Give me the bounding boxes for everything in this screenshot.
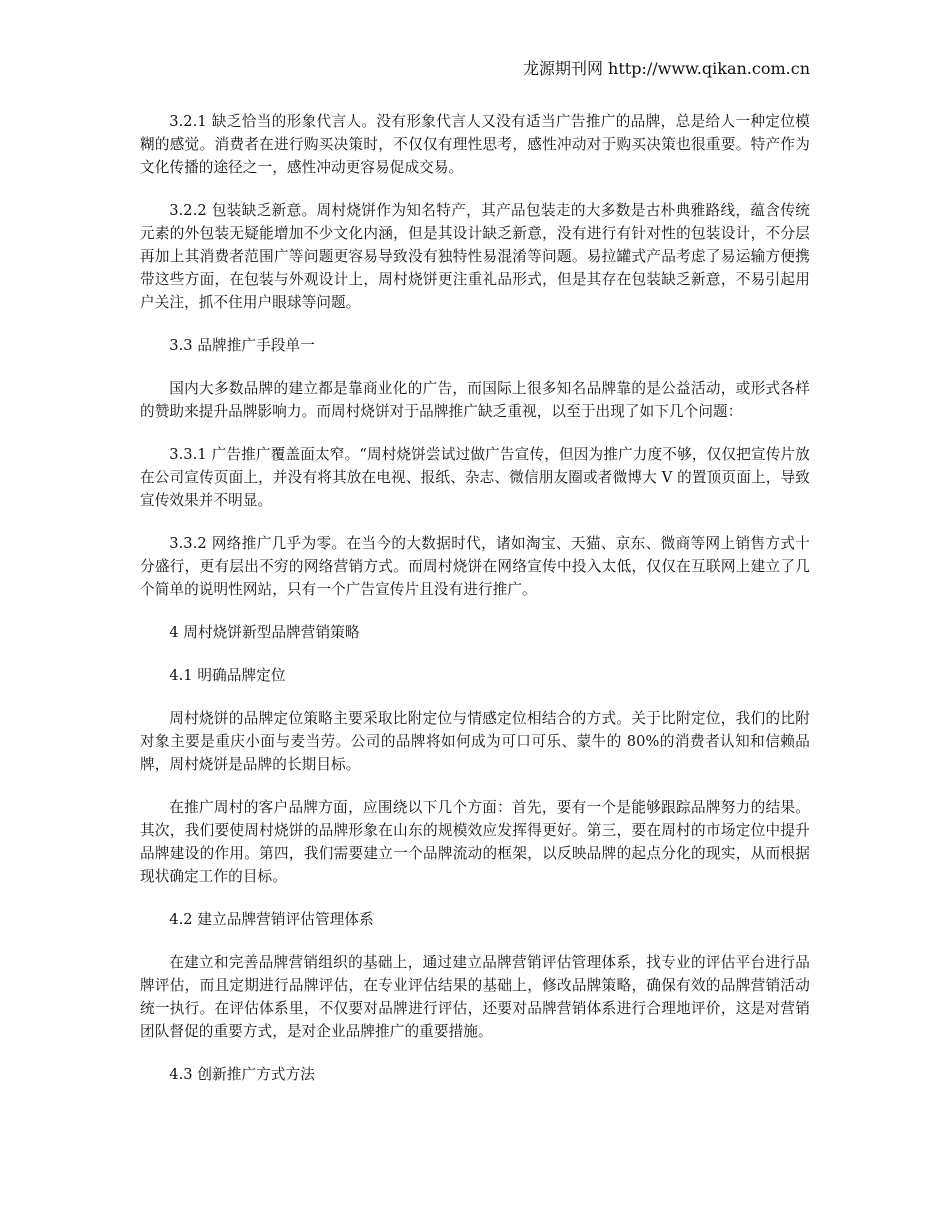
section-heading-4-1: 4.1 明确品牌定位 — [169, 667, 286, 684]
paragraph-3-2-2: 3.2.2 包装缺乏新意。周村烧饼作为知名特产，其产品包装走的大多数是古朴典雅路线，蕴含传统元素的外包装无疑能增加不少文化内涵，但是其设计缺乏新意，没有进行有针对性的包装设计，不分层再加上其消费者范围广等问题更容易导致没有独特性易混淆等问题。易拉罐式产品考虑了易运输方便携带这些方面，在包装与外观设计上，周村烧饼更注重礼品形式，但是其存在包装缺乏新意，不易引起用户关注，抓不住用户眼球等问题。 — [140, 202, 810, 311]
paragraph-4-1-a: 周村烧饼的品牌定位策略主要采取比附定位与情感定位相结合的方式。关于比附定位，我们的比附对象主要是重庆小面与麦当劳。公司的品牌将如何成为可口可乐、蒙牛的 80%的消费者认知和信赖品牌，周村烧饼是品牌的长期目标。 — [140, 710, 810, 773]
section-heading-3-3: 3.3 品牌推广手段单一 — [169, 337, 315, 354]
paragraph-3-3-2: 3.3.2 网络推广几乎为零。在当今的大数据时代，诸如淘宝、天猫、京东、微商等网上销售方式十分盛行，更有层出不穷的网络营销方式。而周村烧饼在网络宣传中投入太低，仅仅在互联网上建立了几个简单的说明性网站，只有一个广告宣传片且没有进行推广。 — [140, 535, 810, 598]
journal-header: 龙源期刊网 http://www.qikan.com.cn — [522, 59, 810, 78]
paragraph-3-3-intro: 国内大多数品牌的建立都是靠商业化的广告，而国际上很多知名品牌靠的是公益活动，或形式各样的赞助来提升品牌影响力。而周村烧饼对于品牌推广缺乏重视，以至于出现了如下几个问题： — [140, 380, 810, 420]
paragraph-4-2: 在建立和完善品牌营销组织的基础上，通过建立品牌营销评估管理体系，找专业的评估平台进行品牌评估，而且定期进行品牌评估，在专业评估结果的基础上，修改品牌策略，确保有效的品牌营销活动统一执行。在评估体系里，不仅要对品牌进行评估，还要对品牌营销体系进行合理地评价，这是对营销团队督促的重要方式，是对企业品牌推广的重要措施。 — [140, 954, 810, 1040]
section-heading-4-2: 4.2 建立品牌营销评估管理体系 — [169, 911, 374, 928]
paragraph-4-1-b: 在推广周村的客户品牌方面，应围绕以下几个方面：首先，要有一个是能够跟踪品牌努力的结果。其次，我们要使周村烧饼的品牌形象在山东的规模效应发挥得更好。第三，要在周村的市场定位中提升品牌建设的作用。第四，我们需要建立一个品牌流动的框架，以反映品牌的起点分化的现实，从而根据现状确定工作的目标。 — [140, 799, 810, 885]
section-heading-4: 4 周村烧饼新型品牌营销策略 — [169, 624, 360, 641]
section-heading-4-3: 4.3 创新推广方式方法 — [169, 1066, 315, 1083]
paragraph-3-2-1: 3.2.1 缺乏恰当的形象代言人。没有形象代言人又没有适当广告推广的品牌，总是给人一种定位模糊的感觉。消费者在进行购买决策时，不仅仅有理性思考，感性冲动对于购买决策也很重要。特产作为文化传播的途径之一，感性冲动更容易促成交易。 — [140, 113, 810, 176]
article-body — [140, 110, 810, 1106]
paragraph-3-3-1: 3.3.1 广告推广覆盖面太窄。“周村烧饼尝试过做广告宣传，但因为推广力度不够，仅仅把宣传片放在公司宣传页面上，并没有将其放在电视、报纸、杂志、微信朋友圈或者微博大 V 的置顶页面上，导致宣传效果并不明显。 — [140, 446, 810, 509]
